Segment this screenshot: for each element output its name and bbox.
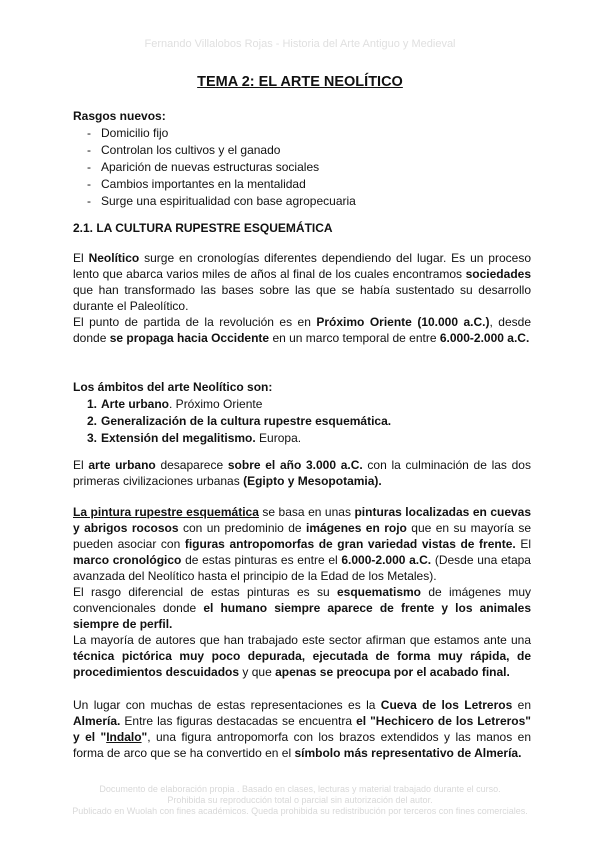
paragraph: El Neolítico surge en cronologías diferentes dependiendo del lugar. Es un proceso lento que abarca varios miles de años al final de los cuales encontramos sociedades que han transformado las bases sobre las que se había sustentado su desarrollo durante el Paleolítico. [73,251,531,313]
footer-line: Publicado en Wuolah con fines académicos. Queda prohibida su redistribución por terceros con fines comerciales. [72,806,528,816]
paragraph: El arte urbano desaparece sobre el año 3.000 a.C. con la culminación de las dos primeras civilizaciones urbanas (Egipto y Mesopotamia). [73,458,531,488]
ambitos-list [73,396,531,447]
list-item: 3. Extensión del megalitismo. Europa. [87,431,302,445]
section-heading: 2.1. LA CULTURA RUPESTRE ESQUEMÁTICA [73,221,333,235]
ambitos-section [73,379,531,447]
list-item: - Domicilio fijo [73,125,531,142]
footer-watermark [0,784,600,817]
ambitos-heading: Los ámbitos del arte Neolítico son: [73,380,273,394]
rasgos-section [73,108,531,210]
footer-line: Prohibida su reproducción total o parcial sin autorización del autor. [167,795,433,805]
paragraph: El rasgo diferencial de estas pinturas es su esquematismo de imágenes muy convencionales donde el humano siempre aparece de frente y los animales siempre de perfil. [73,585,531,631]
footer-line: Documento de elaboración propia . Basado en clases, lecturas y material trabajado durante el curso. [99,784,501,794]
page-title: TEMA 2: EL ARTE NEOLÍTICO [197,74,403,90]
paragraph: La mayoría de autores que han trabajado este sector afirman que estamos ante una técnica pictórica muy poco depurada, ejecutada de forma muy rápida, de procedimientos descuidados y que apenas se preocupa por el acabado final. [73,633,531,679]
paragraph-pintura-rupestre [73,504,531,680]
list-item: 2. Generalización de la cultura rupestre esquemática. [87,414,392,428]
paragraph-arte-urbano [73,457,531,489]
list-item: - Controlan los cultivos y el ganado [73,142,531,159]
list-item: - Surge una espiritualidad con base agropecuaria [73,193,531,210]
paragraph-cueva-letreros [73,697,531,761]
list-item: - Aparición de nuevas estructuras sociales [73,159,531,176]
header-watermark: Fernando Villalobos Rojas - Historia del Arte Antiguo y Medieval [144,38,456,50]
paragraph: Un lugar con muchas de estas representaciones es la Cueva de los Letreros en Almería. Entre las figuras destacadas se encuentra el "Hechicero de los Letreros" y el "Indalo", una figura antropomorfa con los brazos extendidos y las manos en forma de arco que se ha convertido en el símbolo más representativo de Almería. [73,698,531,760]
list-item: - Cambios importantes en la mentalidad [73,176,531,193]
paragraph-neolitico [73,250,531,346]
paragraph: La pintura rupestre esquemática se basa en unas pinturas localizadas en cuevas y abrigos rocosos con un predominio de imágenes en rojo que en su mayoría se pueden asociar con figuras antropomorfas de gran variedad vistas de frente. El marco cronológico de estas pinturas es entre el 6.000-2.000 a.C. (Desde una etapa avanzada del Neolítico hasta el principio de la Edad de los Metales). [73,505,532,583]
rasgos-heading: Rasgos nuevos: [73,109,166,123]
list-item: 1. Arte urbano. Próximo Oriente [87,397,263,411]
rasgos-list [73,125,531,210]
paragraph: El punto de partida de la revolución es en Próximo Oriente (10.000 a.C.), desde donde se propaga hacia Occidente en un marco temporal de entre 6.000-2.000 a.C. [73,315,531,345]
